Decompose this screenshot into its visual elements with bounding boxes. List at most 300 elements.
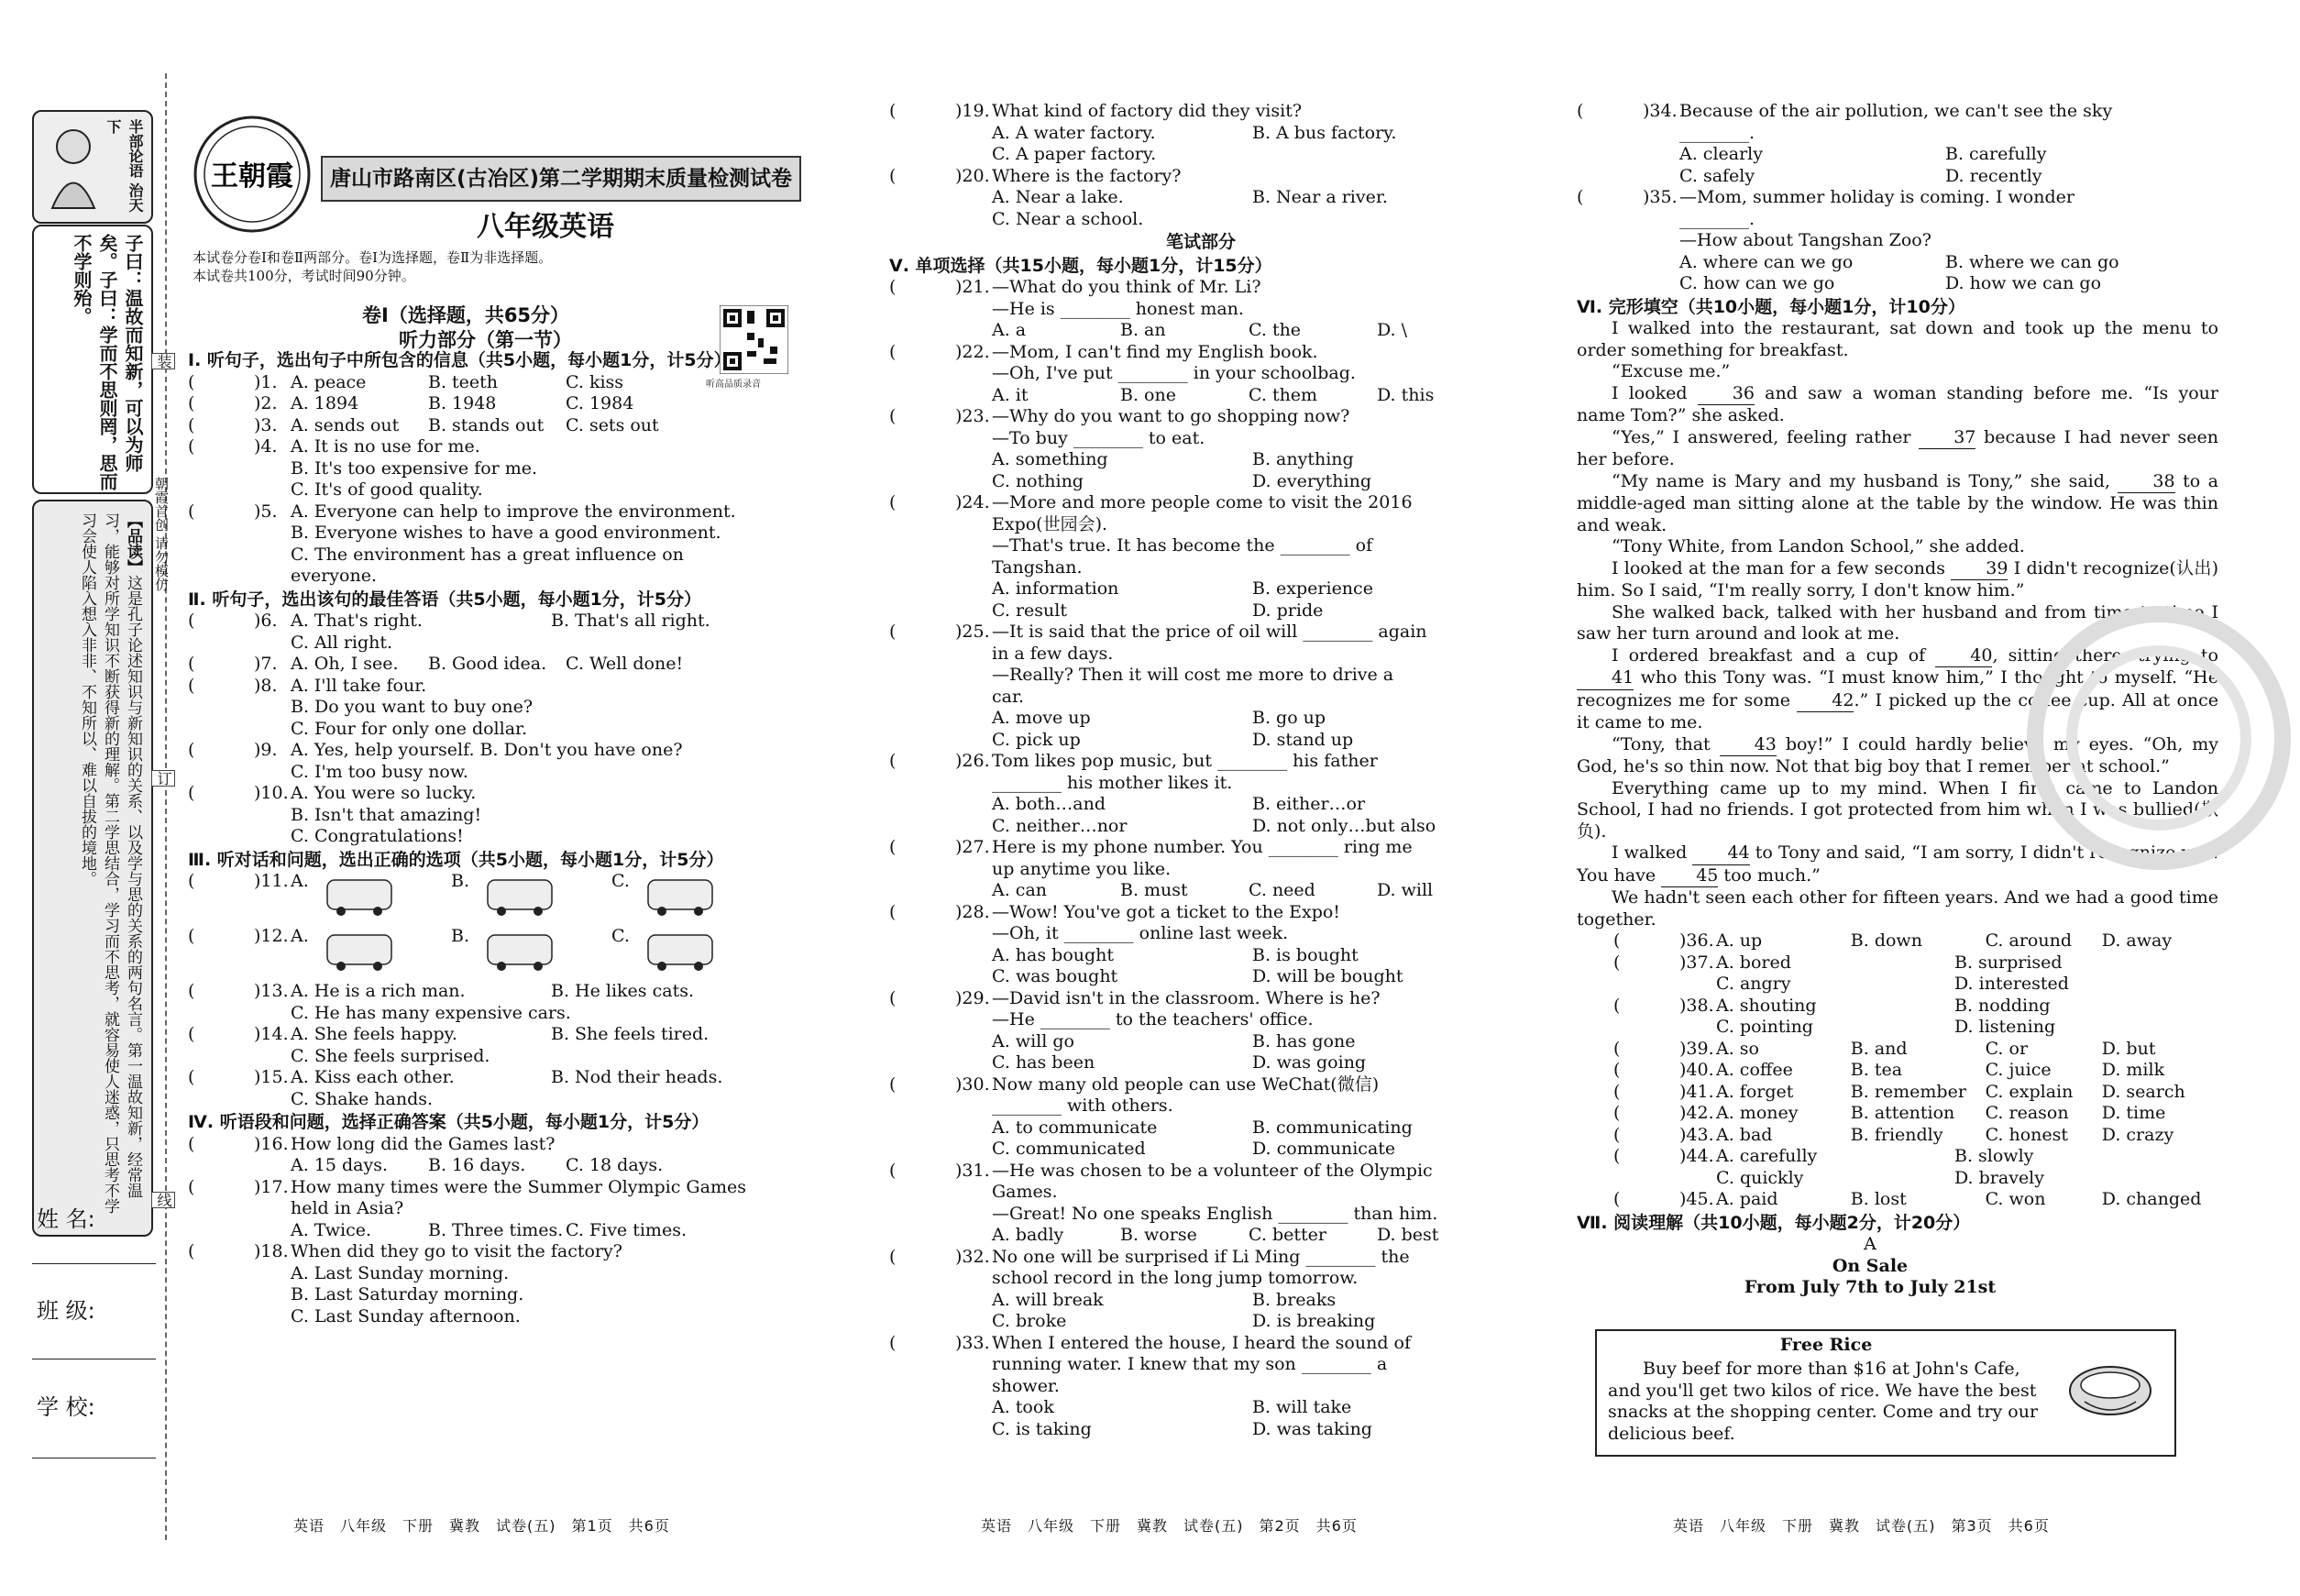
question-row: [188, 393, 811, 415]
binding-word-1: 装: [151, 353, 175, 369]
answer-bracket[interactable]: (: [188, 740, 195, 760]
question-row: [188, 1241, 811, 1263]
option: C. sets out: [566, 414, 659, 435]
question-number: )40.: [1679, 1060, 1714, 1080]
option: C. better: [1249, 1225, 1326, 1245]
question-number: )13.: [254, 981, 289, 1001]
answer-bracket[interactable]: (: [1577, 187, 1584, 207]
question-row: [1577, 101, 2218, 123]
answer-bracket[interactable]: (: [889, 901, 897, 922]
option-line: school record in the long jump tomorrow.: [992, 1268, 1359, 1288]
cloze-paragraph: “My name is Mary and my husband is Tony,” she said, 38 to a middle-aged man sitting alone at the table by the window. He was thin and weak.: [1577, 470, 2218, 535]
option: C. how can we go: [1679, 273, 1835, 293]
question-number: )45.: [1679, 1189, 1714, 1209]
cloze-blank[interactable]: 39: [1951, 558, 2008, 581]
question-text: When I entered the house, I heard the sound of: [992, 1332, 1411, 1353]
question-number: )28.: [955, 901, 990, 922]
question-number: )39.: [1679, 1038, 1714, 1059]
question-row: [188, 871, 811, 926]
option: B. surprised: [1954, 952, 2063, 973]
answer-bracket[interactable]: (: [1613, 1081, 1621, 1102]
answer-bracket[interactable]: (: [889, 622, 897, 642]
footer-page-1: 英语 八年级 下册 冀教 试卷(五) 第1页 共6页: [293, 1517, 670, 1535]
option-line: C. Last Sunday afternoon.: [291, 1305, 521, 1326]
option-line: C. He has many expensive cars.: [291, 1002, 571, 1023]
question-row: [889, 492, 1513, 514]
question-number: )29.: [955, 987, 990, 1008]
cloze-blank[interactable]: 38: [2118, 471, 2174, 494]
answer-bracket[interactable]: (: [889, 492, 897, 512]
question-text: Where is the factory?: [992, 165, 1182, 186]
question-number: )22.: [955, 341, 990, 362]
cloze-blank[interactable]: 37: [1919, 427, 1975, 450]
answer-bracket[interactable]: (: [889, 341, 897, 362]
option-line: [188, 1155, 811, 1177]
option-line: [889, 966, 1513, 988]
option-line: —Really? Then it will cost me more to drive a: [992, 665, 1394, 685]
option: D. milk: [2101, 1060, 2165, 1080]
question-text: —Mom, summer holiday is coming. I wonder: [1679, 187, 2074, 207]
option-label: C.: [611, 871, 630, 891]
question-row: [188, 1177, 811, 1199]
sidebar: [28, 110, 147, 1540]
question-row: [188, 783, 811, 805]
option: B. nodding: [1954, 995, 2051, 1016]
cloze-option-row: [1577, 996, 2218, 1018]
option: A. bored: [1716, 952, 1791, 973]
sidebar-quote-box: [32, 225, 153, 494]
answer-bracket[interactable]: (: [188, 1133, 195, 1154]
option-line: [889, 320, 1513, 342]
watermark-seal: [2026, 605, 2292, 871]
answer-bracket[interactable]: (: [188, 393, 195, 413]
answer-bracket[interactable]: (: [1613, 1103, 1621, 1123]
cloze-blank[interactable]: 43: [1720, 734, 1777, 757]
option: A. She feels happy.: [291, 1024, 457, 1044]
option: D. away: [2101, 930, 2173, 951]
question-text: —Wow! You've got a ticket to the Expo!: [992, 901, 1340, 922]
answer-bracket[interactable]: (: [889, 406, 897, 426]
option-line: [1577, 273, 2218, 295]
answer-bracket[interactable]: (: [188, 1176, 195, 1197]
cloze-paragraph: I looked 36 and saw a woman standing before me. “Is your name Tom?” she asked.: [1577, 382, 2218, 425]
option-line: [889, 385, 1513, 407]
option: A. carefully: [1716, 1146, 1818, 1166]
exam-intro-1: 本试卷分卷Ⅰ和卷Ⅱ两部分。卷Ⅰ为选择题，卷Ⅱ为非选择题。: [193, 249, 553, 266]
confucius-icon: [41, 121, 105, 213]
exam-subject: 八年级英语: [477, 211, 614, 243]
question-number: )30.: [955, 1073, 990, 1095]
option: C. kiss: [566, 371, 624, 392]
review-label: 【品读】: [124, 512, 142, 575]
option: D. changed: [2101, 1189, 2202, 1209]
question-number: )12.: [254, 926, 289, 946]
question-number: )4.: [254, 436, 278, 457]
option-line: ________.: [1679, 122, 1755, 143]
question-text: —Why do you want to go shopping now?: [992, 406, 1350, 426]
section-subtitle: 笔试部分: [1165, 232, 1236, 252]
question-text: A. It is no use for me.: [291, 436, 480, 457]
answer-bracket[interactable]: (: [188, 871, 195, 891]
option: C. or: [1985, 1038, 2029, 1059]
question-text: No one will be surprised if Li Ming ________ the: [992, 1246, 1410, 1267]
option: B. down: [1850, 930, 1922, 951]
answer-bracket[interactable]: (: [889, 1160, 897, 1181]
reading-section-title: Ⅶ. 阅读理解（共10小题，每小题2分，计20分）: [1577, 1212, 1971, 1233]
free-rice-title: Free Rice: [1779, 1335, 1873, 1355]
option-line: [889, 1419, 1513, 1441]
cloze-blank[interactable]: 36: [1698, 383, 1755, 406]
answer-bracket[interactable]: (: [188, 1024, 195, 1044]
option: A. something: [992, 449, 1108, 469]
column-2: [889, 101, 1513, 1440]
option: A. peace: [291, 371, 367, 392]
option-label: C.: [611, 926, 630, 946]
answer-bracket[interactable]: (: [188, 436, 195, 457]
option-line: ________.: [1679, 208, 1755, 229]
option-label: A.: [291, 926, 309, 946]
cloze-paragraph: I ordered breakfast and a cup of 40, sitting there, trying to 41 who this Tony was. “I must know him,” I thought to myself. “He recognizes me for some 42.” I picked up the coffee cup. All at once it came to me.: [1577, 644, 2219, 732]
option: A. Oh, I see.: [291, 654, 399, 674]
question-row: [188, 1134, 811, 1156]
question-row: [188, 740, 811, 762]
option: A. can: [992, 880, 1048, 900]
option: A. to communicate: [992, 1117, 1158, 1138]
option: B. breaks: [1252, 1289, 1337, 1310]
option: C. nothing: [992, 470, 1084, 491]
option: D. search: [2101, 1081, 2185, 1102]
question-number: )38.: [1679, 995, 1714, 1016]
answer-bracket[interactable]: (: [889, 987, 897, 1008]
cloze-option-row: [1577, 1146, 2218, 1168]
option: C. 18 days.: [566, 1155, 664, 1175]
binding-line: [165, 73, 167, 1540]
question-text: —David isn't in the classroom. Where is he?: [992, 987, 1381, 1008]
option: A. 15 days.: [291, 1155, 389, 1175]
option: D. was going: [1252, 1052, 1367, 1073]
option-label: B.: [451, 926, 470, 946]
answer-bracket[interactable]: (: [889, 751, 897, 771]
option: C. broke: [992, 1311, 1067, 1331]
option-line: [889, 730, 1513, 752]
answer-bracket[interactable]: (: [889, 101, 897, 121]
sidebar-banner-text: 半部论语 治天下: [105, 119, 144, 213]
answer-bracket[interactable]: (: [1577, 101, 1584, 121]
answer-bracket[interactable]: (: [889, 277, 897, 297]
cloze-option-row: [1577, 1017, 2218, 1039]
option: A. will break: [992, 1289, 1104, 1310]
answer-bracket[interactable]: (: [1613, 1038, 1621, 1059]
option: B. one: [1120, 384, 1176, 405]
answer-bracket[interactable]: (: [1613, 995, 1621, 1016]
answer-bracket[interactable]: (: [1613, 952, 1621, 973]
option: B. remember: [1850, 1081, 1966, 1102]
cloze-blank[interactable]: 40: [1935, 645, 1992, 668]
option-line: [889, 1311, 1513, 1333]
free-rice-box: [1595, 1329, 2176, 1457]
question-number: )23.: [955, 406, 990, 426]
option: B. must: [1120, 880, 1188, 900]
answer-bracket[interactable]: (: [188, 501, 195, 522]
question-row: [889, 406, 1513, 428]
question-row: [889, 342, 1513, 364]
answer-bracket[interactable]: (: [188, 414, 195, 435]
binding-word-3: 线: [151, 1192, 175, 1208]
answer-bracket[interactable]: (: [188, 1067, 195, 1087]
option: A. Near a lake.: [992, 187, 1124, 207]
question-row: [1577, 187, 2218, 209]
option-line: running water. I knew that my son ________ a: [992, 1354, 1388, 1374]
option: B. an: [1120, 320, 1166, 340]
option: C. 1984: [566, 393, 634, 413]
option: A. up: [1716, 930, 1763, 951]
option: C. neither…nor: [992, 815, 1128, 836]
question-number: )17.: [254, 1176, 289, 1197]
option: C. reason: [1985, 1103, 2069, 1123]
column-1: [188, 348, 811, 1327]
option: C. juice: [1985, 1060, 2052, 1080]
answer-bracket[interactable]: (: [889, 837, 897, 857]
option: B. friendly: [1850, 1124, 1943, 1145]
option: D. will be bought: [1252, 966, 1403, 986]
cloze-option-row: [1577, 1103, 2218, 1125]
reading-on-sale: On Sale: [1832, 1255, 1909, 1276]
option-line: Games.: [992, 1182, 1058, 1202]
section-title: Ⅱ. 听句子，选出该句的最佳答语（共5小题，每小题1分，计5分）: [188, 589, 702, 610]
sidebar-review-box: [32, 500, 153, 1237]
answer-bracket[interactable]: (: [889, 1073, 897, 1095]
option: B. teeth: [428, 371, 499, 392]
option-line: [889, 708, 1513, 730]
option: A. a: [992, 320, 1027, 340]
question-text: When did they go to visit the factory?: [291, 1241, 622, 1261]
cloze-option-row: [1577, 952, 2218, 974]
option: A. He is a rich man.: [291, 981, 466, 1001]
answer-bracket[interactable]: (: [1613, 1146, 1621, 1166]
option-picture-icon: [323, 926, 396, 972]
question-row: [889, 277, 1513, 299]
option-line: —He is ________ honest man.: [992, 298, 1244, 319]
question-text: —What do you think of Mr. Li?: [992, 277, 1261, 297]
cloze-option-row: [1577, 1168, 2218, 1190]
question-row: [889, 1074, 1513, 1096]
option: A. sends out: [291, 414, 400, 435]
answer-bracket[interactable]: (: [188, 981, 195, 1001]
option-line: C. Near a school.: [992, 208, 1144, 229]
question-number: )16.: [254, 1133, 289, 1154]
option: D. listening: [1954, 1017, 2056, 1037]
cloze-blank[interactable]: 41: [1577, 667, 1634, 690]
answer-bracket[interactable]: (: [889, 1332, 897, 1353]
question-row: [188, 415, 811, 437]
question-row: [188, 372, 811, 394]
option-line: ________ his mother likes it.: [992, 772, 1233, 793]
section-title: Ⅳ. 听语段和问题，选择正确答案（共5小题，每小题1分，计5分）: [188, 1112, 710, 1132]
option-picture-icon: [644, 926, 717, 972]
option: C. Well done!: [566, 654, 684, 674]
cloze-paragraph: She walked back, talked with her husband and from time to time I saw her turn around and look at me.: [1577, 601, 2218, 644]
option: C. Five times.: [566, 1219, 687, 1240]
option: A. bad: [1716, 1124, 1773, 1145]
question-text: A. I'll take four.: [291, 675, 427, 696]
question-number: )15.: [254, 1067, 289, 1087]
section-title: Ⅲ. 听对话和问题，选出正确的选项（共5小题，每小题1分，计5分）: [188, 849, 724, 870]
review-text: 这是孔子论述知识与新知识的关系、以及学与思的关系的两句名言。第一温故知新，经常温习，能够对所学知识不断获得新的理解。第二学思结合，学习而不思考，就容易使人迷惑，只思考不学习会使人陷入想入非非、不知所以、难以自拔的境地。: [78, 512, 142, 1214]
exam-title: 唐山市路南区(古冶区)第二学期期末质量检测试卷: [321, 156, 801, 202]
answer-bracket[interactable]: (: [188, 926, 195, 946]
option-line: C. It's of good quality.: [291, 479, 483, 500]
question-number: )36.: [1679, 930, 1714, 951]
cloze-option-row: [1577, 1039, 2218, 1061]
question-number: )33.: [955, 1332, 990, 1353]
question-row: [188, 654, 811, 676]
cloze-option-row: [1577, 1060, 2218, 1082]
question-row: [188, 981, 811, 1003]
option-line: C. A paper factory.: [992, 144, 1157, 164]
option: A. both…and: [992, 794, 1106, 814]
answer-bracket[interactable]: (: [188, 611, 195, 631]
option: B. where we can go: [1945, 251, 2119, 272]
option: C. communicated: [992, 1139, 1146, 1159]
answer-bracket[interactable]: (: [889, 165, 897, 186]
option: D. pride: [1252, 600, 1324, 621]
question-row: [188, 611, 811, 633]
question-row: [889, 751, 1513, 773]
answer-bracket[interactable]: (: [188, 1241, 195, 1261]
answer-bracket[interactable]: (: [889, 1246, 897, 1267]
cloze-blank[interactable]: 42: [1797, 690, 1854, 713]
option-line: [889, 1052, 1513, 1074]
option: A. where can we go: [1679, 251, 1854, 272]
option: B. experience: [1252, 578, 1373, 599]
option-line: B. It's too expensive for me.: [291, 457, 538, 479]
answer-bracket[interactable]: (: [1613, 1060, 1621, 1080]
option: C. quickly: [1716, 1167, 1804, 1188]
cloze-paragraph: We hadn't seen each other for fifteen years. And we had a good time together.: [1577, 887, 2218, 930]
option: A. That's right.: [291, 611, 423, 631]
option-line: [889, 187, 1513, 209]
cloze-paragraph: “Excuse me.”: [1612, 361, 1731, 381]
answer-bracket[interactable]: (: [188, 654, 195, 674]
question-row: [889, 1247, 1513, 1269]
question-number: )31.: [955, 1160, 990, 1181]
option-line: C. Shake hands.: [291, 1088, 434, 1109]
question-row: [889, 166, 1513, 188]
option: C. has been: [992, 1052, 1095, 1073]
answer-bracket[interactable]: (: [1613, 1189, 1621, 1209]
question-row: [889, 101, 1513, 123]
answer-bracket[interactable]: (: [1613, 1124, 1621, 1145]
footer-page-3: 英语 八年级 下册 冀教 试卷(五) 第3页 共6页: [1673, 1517, 2050, 1535]
question-number: )10.: [254, 783, 289, 803]
name-line[interactable]: [32, 1263, 156, 1264]
option-picture-icon: [644, 871, 717, 917]
question-number: )2.: [254, 393, 278, 413]
option: D. \: [1377, 320, 1408, 340]
school-label: 学 校:: [37, 1394, 95, 1420]
option-line: [889, 600, 1513, 622]
answer-bracket[interactable]: (: [188, 371, 195, 392]
option-picture-icon: [323, 871, 396, 917]
option: C. need: [1249, 880, 1315, 900]
cloze-paragraph: “Tony White, from Landon School,” she added.: [1612, 536, 2025, 556]
option: A. Twice.: [291, 1219, 372, 1240]
option-line: [889, 1225, 1513, 1247]
option-line: A. Last Sunday morning.: [291, 1262, 510, 1283]
option: C. is taking: [992, 1418, 1092, 1439]
question-row: [889, 1333, 1513, 1355]
option: B. Nod their heads.: [551, 1067, 723, 1087]
option: B. either…or: [1252, 794, 1366, 814]
exam-intro-2: 本试卷共100分，考试时间90分钟。: [193, 268, 415, 284]
cloze-option-row: [1577, 974, 2218, 996]
option-line: [889, 816, 1513, 838]
cloze-option-row: [1577, 1082, 2218, 1104]
cloze-paragraph: I looked at the man for a few seconds 39 I didn't recognize(认出) him. So I said, “I'm really sorry, I don't know him.”: [1577, 557, 2218, 600]
option: D. crazy: [2101, 1124, 2174, 1145]
option: B. A bus factory.: [1252, 122, 1397, 143]
option: B. carefully: [1945, 144, 2047, 164]
answer-bracket[interactable]: (: [1613, 930, 1621, 951]
option-line: —That's true. It has become the ________ of: [992, 535, 1373, 556]
question-text: —He was chosen to be a volunteer of the Olympic: [992, 1160, 1433, 1181]
option: B. communicating: [1252, 1117, 1413, 1138]
option-line: C. I'm too busy now.: [291, 761, 468, 782]
question-text: How many times were the Summer Olympic Games: [291, 1176, 746, 1197]
option: D. will: [1377, 880, 1434, 900]
question-text: —More and more people come to visit the 2016: [992, 492, 1413, 512]
option-line: [188, 1220, 811, 1242]
option-line: everyone.: [291, 566, 377, 586]
cloze-option-row: [1577, 1125, 2218, 1147]
question-row: [889, 1161, 1513, 1183]
option: A. shouting: [1716, 995, 1817, 1016]
cloze-blank[interactable]: 45: [1661, 865, 1718, 888]
option: B. He likes cats.: [551, 981, 694, 1001]
option: B. lost: [1850, 1189, 1907, 1209]
question-number: )26.: [955, 751, 990, 771]
option-line: [889, 578, 1513, 600]
answer-bracket[interactable]: (: [188, 675, 195, 696]
cloze-option-row: [1577, 930, 2218, 952]
option-picture-icon: [483, 926, 556, 972]
question-text: What kind of factory did they visit?: [992, 101, 1303, 121]
option: D. how we can go: [1945, 273, 2102, 293]
cloze-blank[interactable]: 44: [1692, 842, 1749, 865]
question-row: [188, 676, 811, 698]
option: B. go up: [1252, 708, 1326, 728]
option: B. is bought: [1252, 944, 1359, 965]
option: C. safely: [1679, 165, 1755, 186]
sidebar-review: [75, 512, 144, 1227]
option: B. Three times.: [428, 1219, 564, 1240]
option: A. information: [992, 578, 1119, 599]
section-title: Ⅴ. 单项选择（共15小题，每小题1分，计15分）: [889, 255, 1272, 276]
option: D. stand up: [1252, 729, 1354, 750]
question-row: [188, 1067, 811, 1089]
option: C. pointing: [1716, 1017, 1813, 1037]
question-text: —Mom, I can't find my English book.: [992, 341, 1318, 362]
option: C. won: [1985, 1189, 2046, 1209]
option-line: —Oh, I've put ________ in your schoolbag.: [992, 363, 1356, 383]
option-line: shower.: [992, 1375, 1060, 1396]
free-rice-text: Buy beef for more than $16 at John's Cafe, and you'll get two kilos of rice. We have the best snacks at the shopping center. Come and try our delicious beef.: [1608, 1359, 2039, 1444]
rice-bowl-icon: [2064, 1354, 2156, 1427]
option: D. time: [2101, 1103, 2166, 1123]
option-line: [889, 794, 1513, 816]
answer-bracket[interactable]: (: [188, 783, 195, 803]
cloze-paragraph: “Tony, that 43 boy!” I could hardly believe my eyes. “Oh, my God, he's so thin now. Not that big boy that I remember at school.”: [1577, 733, 2218, 776]
